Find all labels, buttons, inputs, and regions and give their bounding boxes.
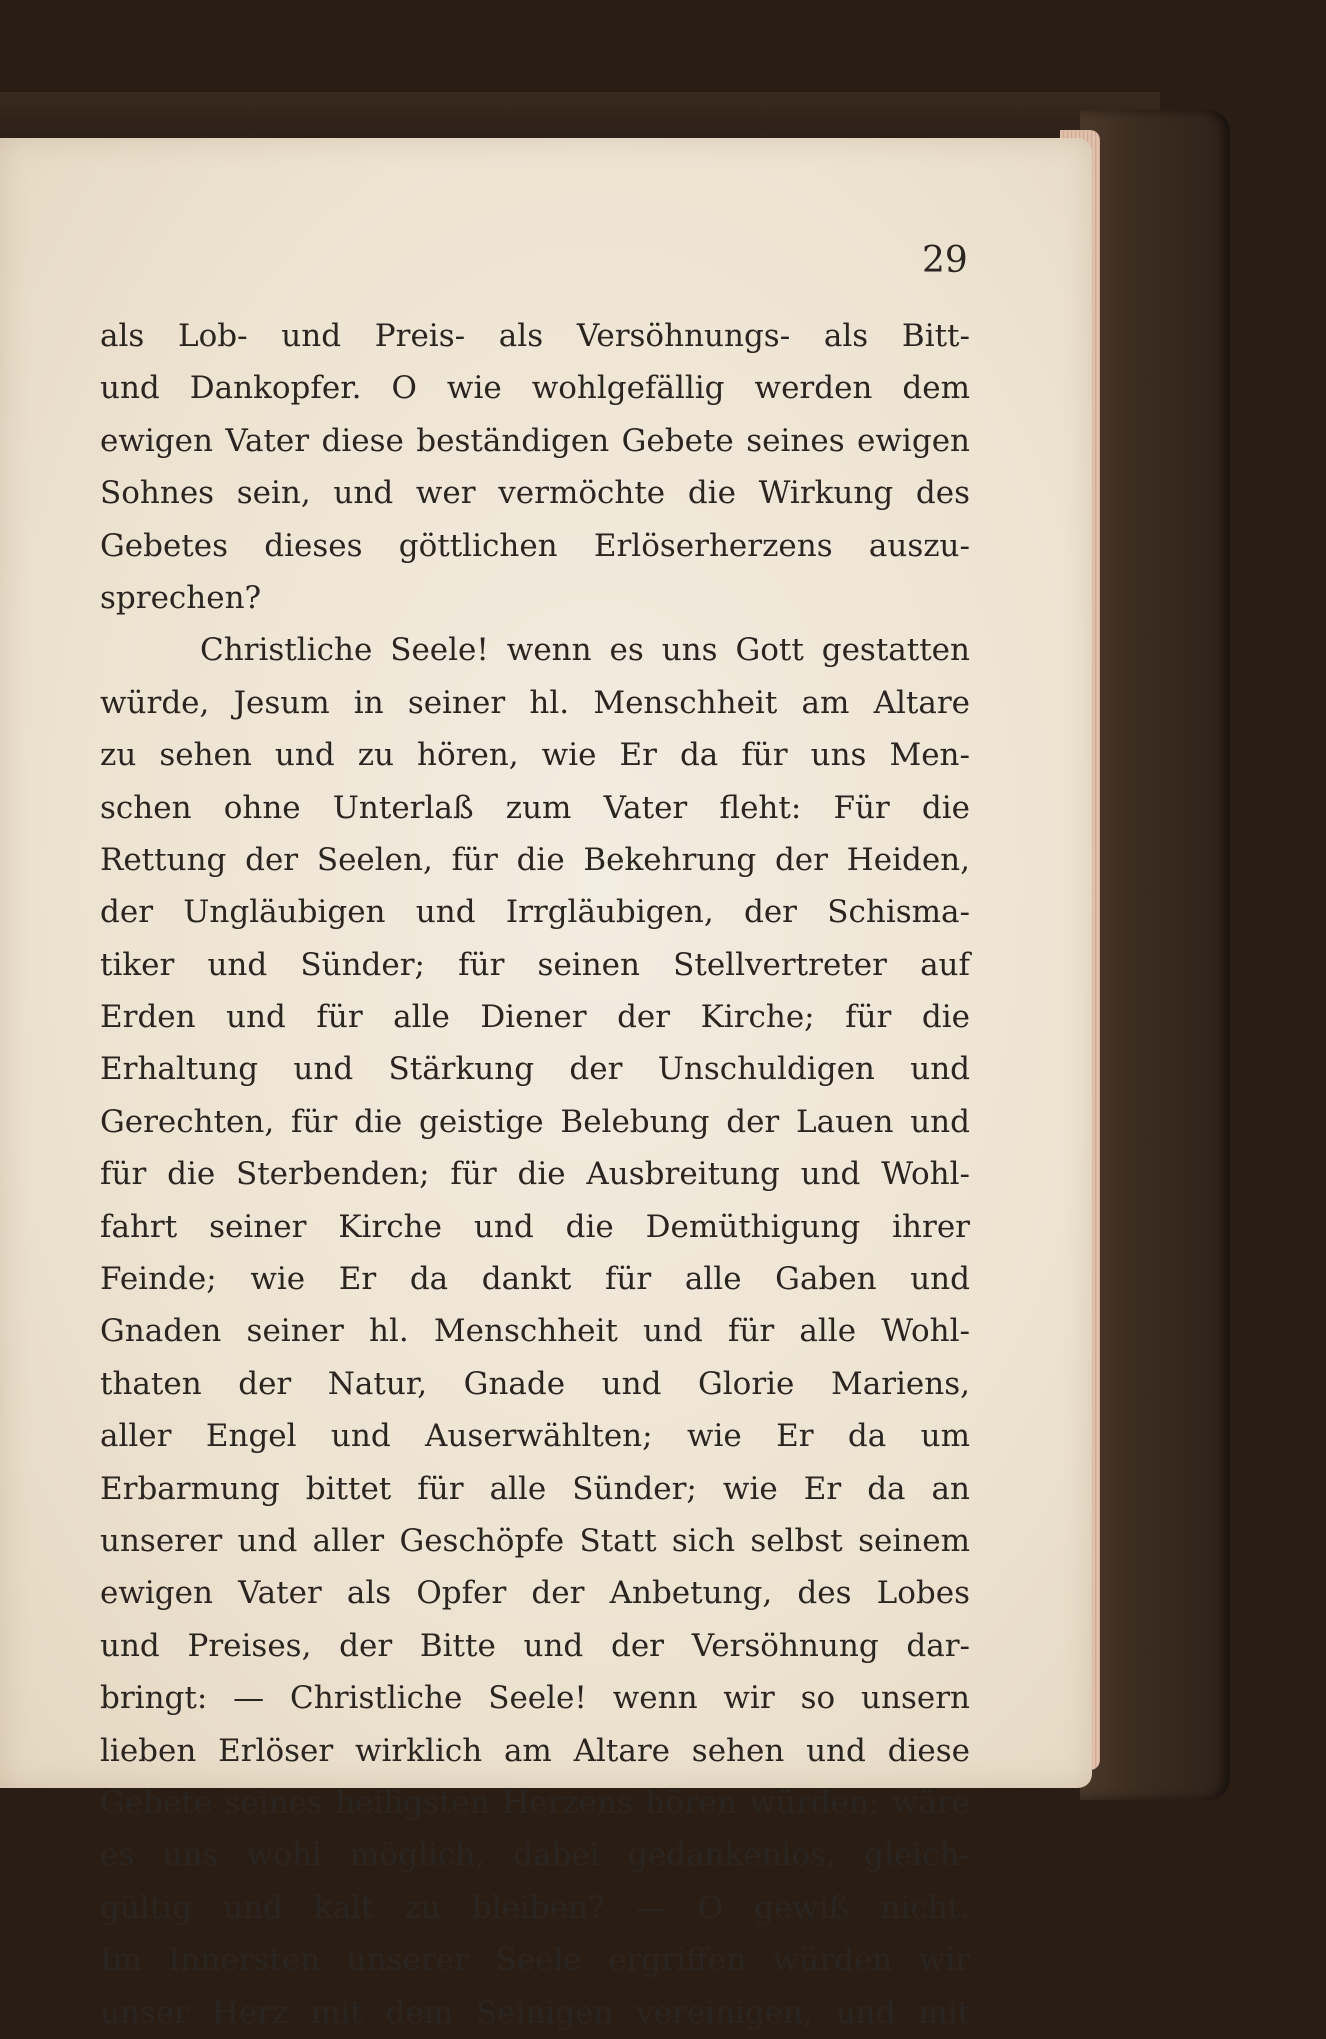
text-line: thaten der Natur, Gnade und Glorie Mariens,	[100, 1365, 970, 1402]
text-line: aller Engel und Auserwählten; wie Er da um	[100, 1418, 970, 1455]
text-line: würde, Jesum in seiner hl. Menschheit am Altare	[100, 684, 970, 721]
text-line: unser Herz mit dem Seinigen vereinigen, und mit	[100, 1994, 970, 2031]
text-line: sprechen?	[100, 579, 262, 616]
text-line: schen ohne Unterlaß zum Vater fleht: Für die	[100, 789, 970, 826]
text-line: Christliche Seele! wenn es uns Gott gestatten	[200, 632, 970, 669]
page-number: 29	[922, 240, 968, 281]
text-line: ewigen Vater diese beständigen Gebete seines ewigen	[100, 422, 970, 459]
text-line: gültig und kalt zu bleiben? — O gewiß nicht.	[100, 1889, 970, 1926]
text-line: für die Sterbenden; für die Ausbreitung und Wohl-	[100, 1156, 970, 1193]
text-line: ewigen Vater als Opfer der Anbetung, des Lobes	[100, 1575, 970, 1612]
text-line: Erbarmung bittet für alle Sünder; wie Er da an	[100, 1470, 970, 1507]
text-line: Gebetes dieses göttlichen Erlöserherzens auszu-	[100, 527, 970, 564]
text-line: fahrt seiner Kirche und die Demüthigung ihrer	[100, 1208, 970, 1245]
text-line: bringt: — Christliche Seele! wenn wir so unsern	[100, 1680, 970, 1717]
text-line: der Ungläubigen und Irrgläubigen, der Schisma-	[100, 894, 970, 931]
text-line: tiker und Sünder; für seinen Stellvertreter auf	[100, 946, 970, 983]
text-line: unserer und aller Geschöpfe Statt sich selbst seinem	[100, 1522, 970, 1559]
text-line: Gnaden seiner hl. Menschheit und für alle Wohl-	[100, 1313, 970, 1350]
text-line: Sohnes sein, und wer vermöchte die Wirkung des	[100, 475, 970, 512]
text-line: Rettung der Seelen, für die Bekehrung der Heiden,	[100, 841, 970, 878]
text-line: Gebete seines heiligsten Herzens hören würden: wäre	[100, 1784, 970, 1821]
text-line: Erden und für alle Diener der Kirche; für die	[100, 999, 970, 1036]
text-line: es uns wohl möglich, dabei gedankenlos, gleich-	[100, 1837, 970, 1874]
text-line: Erhaltung und Stärkung der Unschuldigen und	[100, 1051, 970, 1088]
text-line: Im Innersten unserer Seele ergriffen würden wir	[100, 1942, 970, 1979]
text-line: lieben Erlöser wirklich am Altare sehen und diese	[100, 1732, 970, 1769]
text-line: als Lob- und Preis- als Versöhnungs- als Bitt-	[100, 318, 970, 354]
text-line: und Preises, der Bitte und der Versöhnung dar-	[100, 1627, 970, 1664]
book-cover-spine	[1080, 110, 1230, 1800]
text-line: und Dankopfer. O wie wohlgefällig werden dem	[100, 370, 970, 407]
page-text	[100, 310, 970, 2039]
text-line: zu sehen und zu hören, wie Er da für uns Men-	[100, 737, 970, 774]
text-line: Feinde; wie Er da dankt für alle Gaben und	[100, 1261, 970, 1298]
text-line: Gerechten, für die geistige Belebung der Lauen und	[100, 1103, 970, 1140]
book-cover-top-edge	[0, 92, 1160, 142]
